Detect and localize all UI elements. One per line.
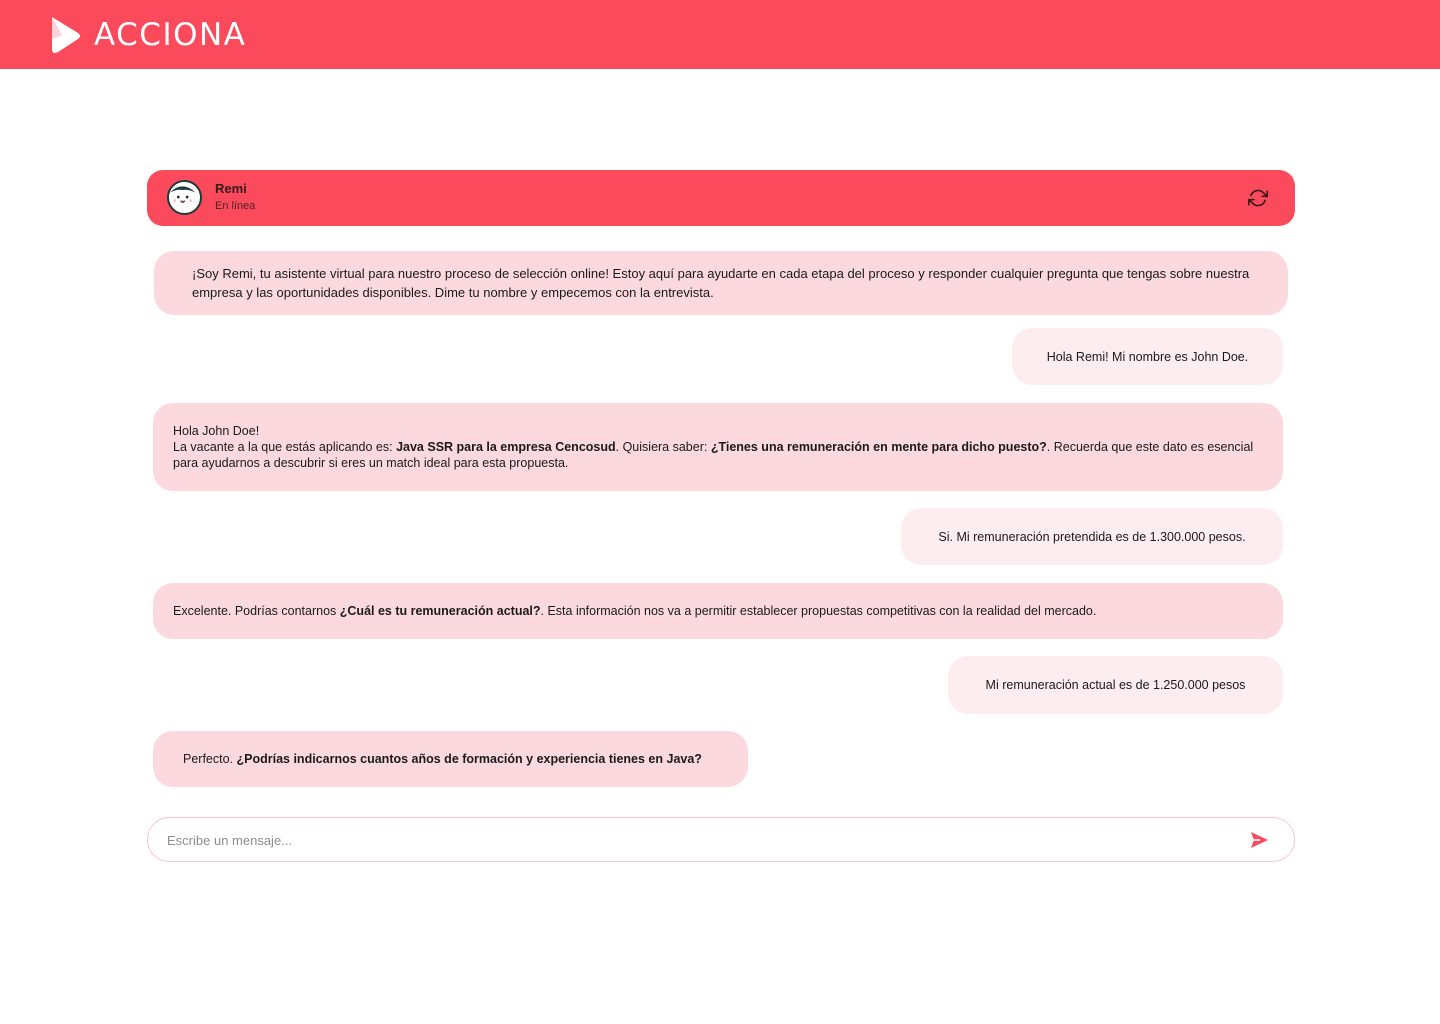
message-text <box>1047 349 1248 365</box>
message-text-part: Excelente. Podrías contarnos <box>173 604 340 618</box>
top-bar <box>0 0 1440 69</box>
message-text-part: Hola Remi! Mi nombre es John Doe. <box>1046 349 1249 364</box>
message-text <box>986 677 1246 693</box>
message-text <box>173 603 1096 619</box>
message-text-part: . Recuerda que este dato es esencial para ayudarnos a descubrir si eres un match ideal para esta propuesta. <box>173 440 1254 470</box>
message-text-bold: ¿Tienes una remuneración en mente para dicho puesto? <box>710 440 1047 454</box>
message-text-part: Mi remuneración actual es de 1.250.000 pesos <box>985 678 1246 692</box>
user-message <box>948 656 1283 714</box>
message-text <box>173 424 1253 470</box>
bot-message <box>153 583 1283 639</box>
message-text-part: . Quisiera saber: <box>615 440 711 454</box>
brand-name: ACCIONA <box>94 17 247 53</box>
message-text-bold: ¿Podrías indicarnos cuantos años de formación y experiencia tienes en Java? <box>236 752 702 766</box>
bot-status: En línea <box>215 200 256 212</box>
message-text-part: . Esta información nos va a permitir establecer propuestas competitivas con la realidad del mercado. <box>540 604 1097 618</box>
message-text-bold: ¿Cuál es tu remuneración actual? <box>339 604 541 618</box>
message-text-part: ¡Soy Remi, tu asistente virtual para nuestro proceso de selección online! Estoy aquí para ayudarte en cada etapa del proceso y responder cualquier pregunta que tengas sobre nuestra empresa y las oportunidades disponibles. Dime tu nombre y empecemos con la entrevista. <box>192 266 1250 300</box>
user-message <box>901 508 1283 565</box>
brand-logo[interactable] <box>48 15 246 55</box>
bot-avatar <box>167 180 202 215</box>
message-text <box>183 751 702 767</box>
chat-header <box>147 170 1295 226</box>
bot-message <box>153 731 748 787</box>
message-composer <box>147 817 1295 862</box>
bot-message <box>154 251 1288 315</box>
bot-name: Remi <box>215 181 247 196</box>
acciona-logo-icon <box>48 15 84 55</box>
message-text <box>938 529 1245 545</box>
message-input[interactable] <box>167 826 1227 854</box>
refresh-icon <box>1248 188 1268 208</box>
message-text-part: La vacante a la que estás aplicando es: <box>173 440 397 454</box>
message-text-part: Perfecto. <box>183 752 237 766</box>
send-icon <box>1248 829 1270 851</box>
send-button[interactable] <box>1248 829 1270 851</box>
bot-message <box>153 403 1283 491</box>
message-text <box>192 264 1250 302</box>
refresh-button[interactable] <box>1246 186 1270 210</box>
user-message <box>1012 328 1283 385</box>
message-text-part: Si. Mi remuneración pretendida es de 1.300.000 pesos. <box>938 529 1246 544</box>
message-text-bold: Java SSR para la empresa Cencosud <box>396 440 616 454</box>
message-text-part: Hola John Doe! <box>173 424 260 438</box>
